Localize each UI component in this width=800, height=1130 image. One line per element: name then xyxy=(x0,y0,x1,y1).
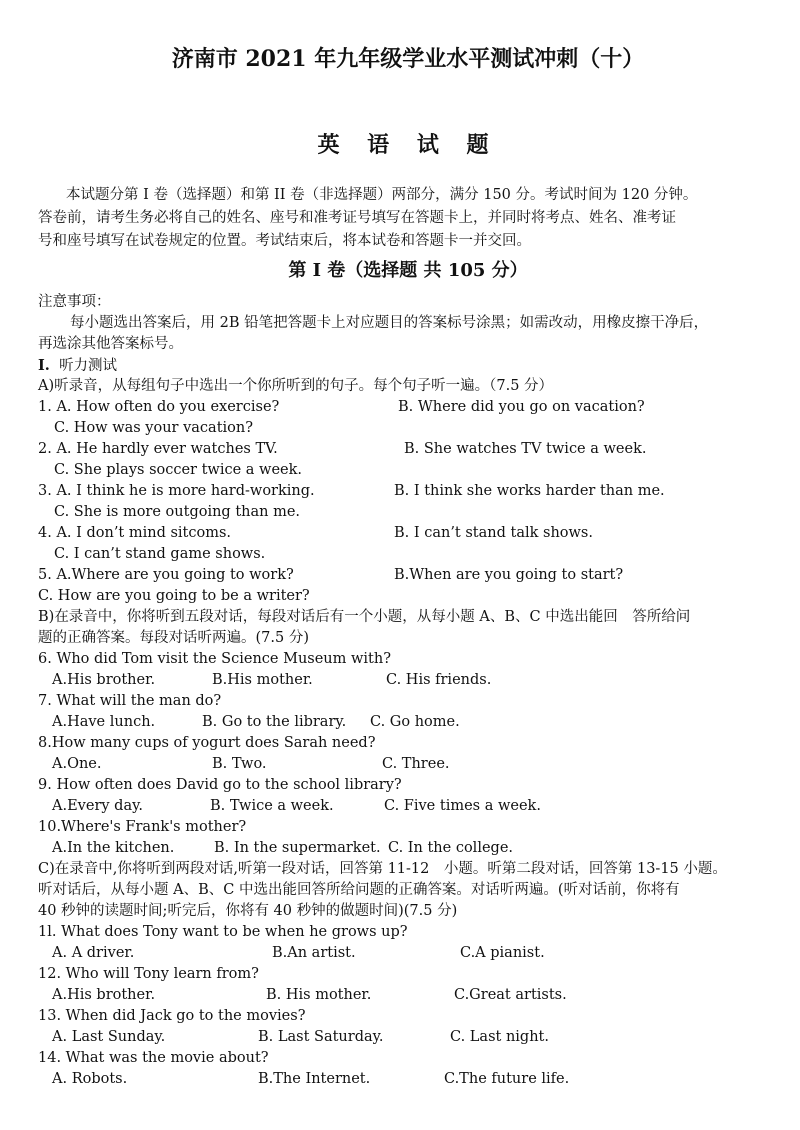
question-row xyxy=(38,502,778,523)
option-b: B. I think she works harder than me. xyxy=(394,483,665,499)
option-b: B. In the supermarket. xyxy=(214,840,381,856)
option-b: B.When are you going to start? xyxy=(394,567,624,583)
option-c: C. In the college. xyxy=(388,840,514,856)
part-heading xyxy=(38,355,778,376)
question-options xyxy=(38,796,778,817)
option-c: C. She is more outgoing than me. xyxy=(54,504,301,520)
question-row xyxy=(38,481,778,502)
option-b: B. Twice a week. xyxy=(210,798,334,814)
question-options xyxy=(38,670,778,691)
question-row xyxy=(38,544,778,565)
option-a: 3. A. I think he is more hard-working. xyxy=(38,483,315,499)
option-a: A.His brother. xyxy=(52,987,156,1003)
question-row xyxy=(38,586,778,607)
part-number: I. xyxy=(38,357,50,374)
option-a: 5. A.Where are you going to work? xyxy=(38,567,294,583)
option-b: B. I can’t stand talk shows. xyxy=(394,525,593,541)
option-c: C. How was your vacation? xyxy=(54,420,254,436)
part-c-instruction: C)在录音中,你将听到两段对话,听第一段对话，回答第 11-12 小题。听第二段对话，回答第 13-15 小题。 xyxy=(38,861,727,877)
page-subtitle: 英 语 试 题 xyxy=(317,132,499,158)
question-text: 9. How often does David go to the school library? xyxy=(38,777,402,793)
intro-paragraph xyxy=(38,184,778,253)
option-a: A.Every day. xyxy=(52,798,143,814)
question-text: 12. Who will Tony learn from? xyxy=(38,966,259,982)
option-b: B. Two. xyxy=(212,756,267,772)
notice-line: 每小题选出答案后，用 2B 铅笔把答题卡上对应题目的答案标号涂黑；如需改动，用橡皮擦干净后， xyxy=(70,315,709,331)
option-b: B. Where did you go on vacation? xyxy=(398,399,645,415)
question-row xyxy=(38,460,778,481)
notice-label: 注意事项： xyxy=(38,294,111,310)
option-a: A.His brother. xyxy=(52,672,156,688)
page-title: 济南市 2021 年九年级学业水平测试冲刺（十） xyxy=(171,46,645,72)
part-a-instruction: A)听录音，从每组句子中选出一个你所听到的句子。每个句子听一遍。（7.5 分） xyxy=(38,378,554,394)
question-options xyxy=(38,1027,778,1048)
option-c: C. His friends. xyxy=(386,672,492,688)
option-c: C. How are you going to be a writer? xyxy=(38,588,310,604)
question-text: 6. Who did Tom visit the Science Museum with? xyxy=(38,651,391,667)
question-row xyxy=(38,397,778,418)
question-options xyxy=(38,754,778,775)
option-b: B.The Internet. xyxy=(258,1071,371,1087)
part-c-instruction: 听对话后，从每小题 A、B、C 中选出能回答所给问题的正确答案。对话听两遍。(听对话前，你将有 xyxy=(38,882,680,898)
question-options xyxy=(38,712,778,733)
option-a: 2. A. He hardly ever watches TV. xyxy=(38,441,278,457)
option-c: C. She plays soccer twice a week. xyxy=(54,462,303,478)
option-b: B.His mother. xyxy=(212,672,313,688)
option-a: A. Last Sunday. xyxy=(52,1029,166,1045)
option-a: A. Robots. xyxy=(52,1071,128,1087)
question-text: 1l. What does Tony want to be when he grows up? xyxy=(38,924,408,940)
option-c: C. Last night. xyxy=(450,1029,549,1045)
option-c: C. Three. xyxy=(382,756,450,772)
question-options xyxy=(38,985,778,1006)
option-a: A.Have lunch. xyxy=(52,714,156,730)
option-c: C. I can’t stand game shows. xyxy=(54,546,266,562)
notice-line: 再选涂其他答案标号。 xyxy=(38,336,183,352)
option-c: C. Five times a week. xyxy=(384,798,541,814)
option-b: B. Go to the library. xyxy=(202,714,347,730)
intro-line: 本试题分第 I 卷（选择题）和第 II 卷（非选择题）两部分，满分 150 分。考试时间为 120 分钟。 xyxy=(66,187,698,203)
intro-line: 号和座号填写在试卷规定的位置。考试结束后，将本试卷和答题卡一并交回。 xyxy=(38,233,531,249)
option-a: A.One. xyxy=(52,756,102,772)
part-b-instruction: 题的正确答案。每段对话听两遍。(7.5 分) xyxy=(38,630,309,646)
option-c: C.The future life. xyxy=(444,1071,570,1087)
question-text: 7. What will the man do? xyxy=(38,693,222,709)
option-c: C.Great artists. xyxy=(454,987,567,1003)
option-a: 4. A. I don’t mind sitcoms. xyxy=(38,525,232,541)
option-c: C.A pianist. xyxy=(460,945,545,961)
question-row xyxy=(38,418,778,439)
question-row xyxy=(38,439,778,460)
question-text: 10.Where's Frank's mother? xyxy=(38,819,247,835)
question-options xyxy=(38,1069,778,1090)
option-b: B.An artist. xyxy=(272,945,356,961)
option-b: B. His mother. xyxy=(266,987,372,1003)
question-text: 14. What was the movie about? xyxy=(38,1050,269,1066)
option-a: A. A driver. xyxy=(52,945,135,961)
part-c-instruction: 40 秒钟的读题时间;听完后，你将有 40 秒钟的做题时间)(7.5 分) xyxy=(38,903,458,919)
part-b-instruction: B)在录音中，你将听到五段对话，每段对话后有一个小题，从每小题 A、B、C 中选出能回 答所给问 xyxy=(38,609,691,625)
question-row xyxy=(38,523,778,544)
option-b: B. She watches TV twice a week. xyxy=(404,441,647,457)
part-title: 听力测试 xyxy=(59,358,118,374)
question-options xyxy=(38,943,778,964)
listening-section xyxy=(38,292,778,1090)
question-text: 8.How many cups of yogurt does Sarah need? xyxy=(38,735,376,751)
section-heading: 第 I 卷（选择题 共 105 分） xyxy=(288,260,528,281)
option-a: A.In the kitchen. xyxy=(52,840,175,856)
option-c: C. Go home. xyxy=(370,714,460,730)
question-text: 13. When did Jack go to the movies? xyxy=(38,1008,306,1024)
question-row xyxy=(38,565,778,586)
option-b: B. Last Saturday. xyxy=(258,1029,384,1045)
intro-line: 答卷前，请考生务必将自己的姓名、座号和准考证号填写在答题卡上，并同时将考点、姓名、准考证 xyxy=(38,210,676,226)
question-options xyxy=(38,838,778,859)
option-a: 1. A. How often do you exercise? xyxy=(38,399,280,415)
